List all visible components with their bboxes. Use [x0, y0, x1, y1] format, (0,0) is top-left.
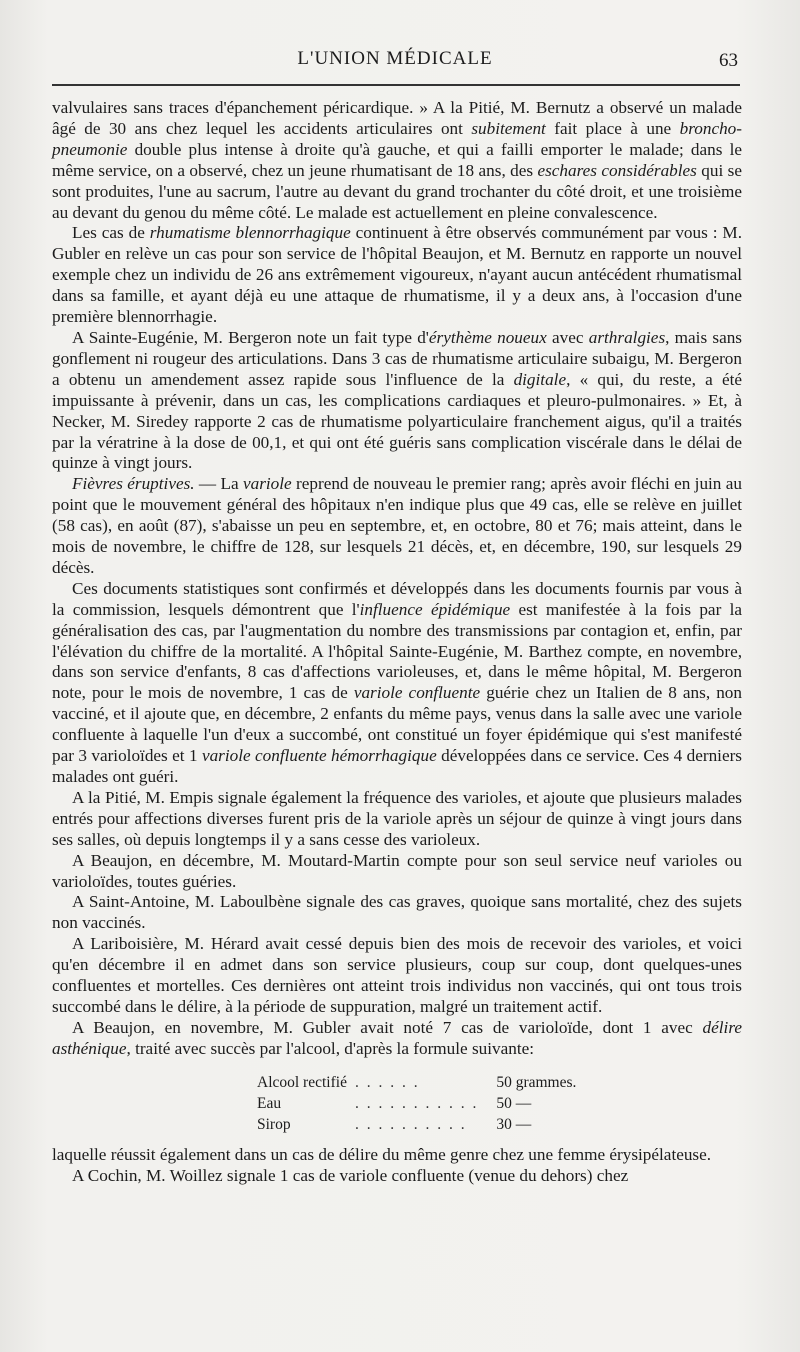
formula-dots: . . . . . . . . . .	[354, 1115, 467, 1133]
text-segment: développées dans ce service. Ces 4 derniers malades ont guéri.	[52, 746, 742, 786]
paragraph	[52, 223, 742, 328]
paragraph	[52, 1018, 742, 1060]
formula-item: Sirop	[257, 1115, 291, 1133]
italic-text: variole	[242, 474, 292, 494]
italic-text: délire asthénique	[52, 1017, 742, 1058]
formula-qty: 50 grammes.	[496, 1073, 577, 1091]
text-segment: , « qui, du reste, a été impuissante à prévenir, dans un cas, les complications cardiaques et pleuro-pulmonaires. » Et, à Necker, M. Siredey rapporte 2 cas de rhumatisme polyarticulaire franchement aigus, qu'il a traités par la vératrine à la dose de 00,1, et qui ont été guéris sans complication viscérale dans le délai de quinze à vingt jours.	[52, 369, 742, 473]
running-title: L'UNION MÉDICALE	[297, 48, 493, 69]
formula-dots: . . . . . . . . . . .	[354, 1094, 479, 1112]
text-segment: laquelle réussit également dans un cas de délire du même genre chez une femme érysipélateuse.	[52, 1144, 712, 1164]
formula-row	[257, 1114, 584, 1135]
paragraph	[52, 1145, 742, 1166]
italic-text: variole confluente	[353, 683, 481, 703]
formula-row	[257, 1093, 584, 1114]
italic-text: broncho-pneumonie	[52, 118, 742, 159]
page-number: 63	[719, 50, 738, 71]
text-segment: A Beaujon, en décembre, M. Moutard-Martin compte pour son seul service neuf varioles ou varioloïdes, toutes guéries.	[52, 850, 742, 891]
page-header	[48, 48, 742, 78]
text-segment: A Cochin, M. Woillez signale 1 cas de variole confluente (venue du dehors) chez	[72, 1165, 629, 1185]
formula-item: Alcool rectifié	[257, 1073, 347, 1091]
formula-dots: . . . . . .	[354, 1073, 420, 1091]
text-segment: Ces documents statistiques sont confirmés et développés dans les documents fournis par vous à la commission, lesquels démontrent que l'	[52, 578, 742, 619]
text-segment: est manifestée à la fois par la généralisation des cas, par l'augmentation du nombre des transmissions par contagion et, enfin, par l'élévation du chiffre de la mortalité. A l'hôpital Sainte-Eugénie, M. Barthez compte, en novembre, dans son service d'enfants, 8 cas d'affections varioleuses, et, dans le même hôpital, M. Bergeron note, pour le mois de novembre, 1 cas de	[52, 599, 742, 703]
italic-text: digitale	[513, 369, 567, 389]
italic-text: Fièvres éruptives.	[72, 474, 195, 494]
paragraphs-before-formula	[52, 98, 742, 1060]
paragraph	[52, 892, 742, 934]
italic-text: arthralgies	[588, 327, 666, 347]
header-rule	[52, 84, 740, 86]
text-segment: A Saint-Antoine, M. Laboulbène signale des cas graves, quoique sans mortalité, chez des sujets non vaccinés.	[52, 892, 742, 933]
italic-text: eschares considérables	[537, 160, 697, 180]
prescription-formula	[257, 1072, 584, 1135]
text-segment: — La	[194, 474, 243, 494]
paragraph	[52, 851, 742, 893]
text-segment: A Beaujon, en novembre, M. Gubler avait noté 7 cas de varioloïde, dont 1 avec	[72, 1017, 703, 1037]
text-segment: double plus intense à droite qu'à gauche, et qui a failli emporter le malade; dans le même service, on a observé, chez un jeune rhumatisant de 18 ans, des	[52, 139, 742, 180]
text-segment: avec	[546, 327, 589, 347]
text-segment: A Lariboisière, M. Hérard avait cessé depuis bien des mois de recevoir des varioles, et voici qu'en décembre il en admet dans son service plusieurs, coup sur coup, dont quelques-unes confluentes et mortelles. Ces dernières ont atteint trois individus non vaccinés, qui ont tous trois succombé dans le délire, à la période de suppuration, malgré un traitement actif.	[52, 934, 742, 1016]
text-segment: qui se sont produites, l'une au sacrum, l'autre au devant du grand trochanter du côté droit, et une troisième au devant du genou du même côté. Le malade est actuellement en pleine convalescence.	[52, 160, 742, 222]
text-segment: valvulaires sans traces d'épanchement péricardique. » A la Pitié, M. Bernutz a observé un malade âgé de 30 ans chez lequel les accidents articulaires ont	[52, 98, 742, 138]
italic-text: subitement	[471, 118, 546, 138]
paragraphs-after-formula	[52, 1145, 742, 1187]
paragraph	[52, 934, 742, 1018]
paragraph	[52, 474, 742, 579]
paragraph	[52, 328, 742, 474]
italic-text: rhumatisme blennorrhagique	[149, 223, 351, 243]
text-segment: A la Pitié, M. Empis signale également la fréquence des varioles, et ajoute que plusieurs malades entrés pour affections diverses furent pris de la variole après un séjour de quinze à vingt jours dans ses salles, où depuis longtemps il y a sans cesse des varioleux.	[52, 787, 742, 849]
paragraph	[52, 98, 742, 223]
paragraph	[52, 1166, 742, 1187]
italic-text: variole confluente hémorrhagique	[201, 746, 437, 766]
text-segment: A Sainte-Eugénie, M. Bergeron note un fait type d'	[72, 327, 429, 347]
formula-item: Eau	[257, 1094, 282, 1112]
text-segment: , traité avec succès par l'alcool, d'après la formule suivante:	[126, 1038, 535, 1058]
paragraph	[52, 579, 742, 788]
text-segment: reprend de nouveau le premier rang; après avoir fléchi en juin au point que le mouvement général des hôpitaux n'en indique plus que 49 cas, elle se relève en juillet (58 cas), en août (87), s'abaisse un peu en septembre, et, en octobre, 80 et 76; mais atteint, dans le mois de novembre, le chiffre de 128, sur lesquels 21 décès, et, en décembre, 190, sur lesquels 29 décès.	[52, 474, 742, 577]
formula-row	[257, 1072, 584, 1093]
text-segment: , mais sans gonflement ni rougeur des articulations. Dans 3 cas de rhumatisme articulaire subaigu, M. Bergeron a obtenu un amendement assez rapide sous l'influence de la	[52, 327, 742, 389]
italic-text: érythème noueux	[428, 327, 547, 347]
formula-qty: 30 —	[496, 1115, 532, 1133]
text-segment: continuent à être observés communément par vous : M. Gubler en relève un cas pour son service de l'hôpital Beaujon, et M. Bernutz en rapporte un nouvel exemple chez un individu de 26 ans extrêmement vigoureux, n'ayant aucun antécédent rhumatismal dans sa famille, et ayant déjà eu une attaque de rhumatisme, il y a deux ans, à l'occasion d'une première blennorrhagie.	[52, 223, 742, 327]
text-segment: Les cas de	[72, 223, 150, 243]
italic-text: influence épidémique	[359, 599, 511, 619]
formula-qty: 50 —	[496, 1094, 532, 1112]
paragraph	[52, 788, 742, 851]
text-segment: guérie chez un Italien de 8 ans, non vacciné, et il ajoute que, en décembre, 2 enfants du même pays, venus dans la salle avec une variole confluente à laquelle l'un d'eux a succombé, ont constitué un foyer épidémique qui s'est manifesté par 3 varioloïdes et 1	[52, 683, 742, 766]
text-segment: fait place à une	[545, 118, 680, 138]
article-body	[52, 98, 742, 1187]
